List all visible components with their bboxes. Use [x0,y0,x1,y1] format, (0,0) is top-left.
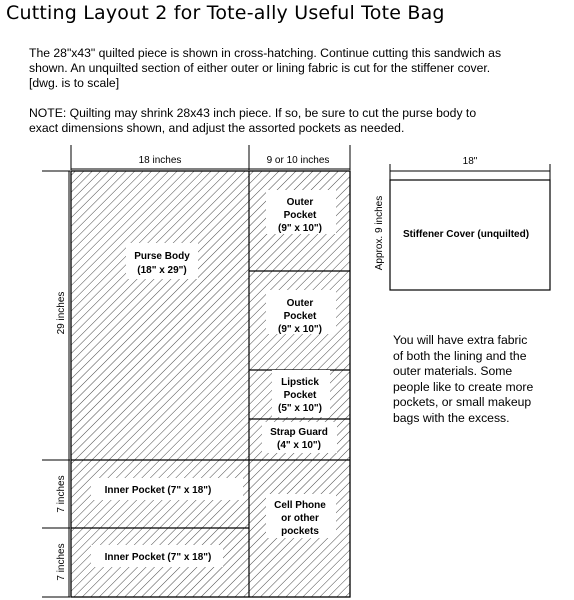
piece-label-line: (4" x 10") [277,440,321,451]
note-line: NOTE: Quilting may shrink 28x43 inch piece. If so, be sure to cut the purse body to [29,106,477,120]
piece-label-line: Cell Phone [274,500,326,511]
inner-pocket-2-label: Inner Pocket (7" x 18") [104,552,212,563]
piece-label-line: Pocket [283,311,317,322]
stiffener-cover-label: Stiffener Cover (unquilted) [402,229,530,240]
intro-line: [dwg. is to scale] [29,76,120,90]
piece-label-line: (9" x 10") [278,223,322,234]
intro-line: The 28"x43" quilted piece is shown in cross-hatching. Continue cutting this sandwich as [29,46,502,60]
dim-top-right: 9 or 10 inches [266,155,330,166]
piece-label-line: Strap Guard [270,427,328,438]
extra-note-line: You will have extra fabric [393,333,528,347]
piece-label-line: Lipstick [281,377,319,388]
inner-pocket-1-label: Inner Pocket (7" x 18") [104,485,212,496]
piece-label-line: (9" x 10") [278,324,322,335]
lipstick-pocket-label [278,377,322,414]
piece-label-line: Pocket [283,390,317,401]
dim-stiffener-height: Approx. 9 inches [374,195,385,271]
piece-label-line: Outer [286,298,314,309]
intro-line: shown. An unquilted section of either outer or lining fabric is cut for the stiffener cover. [29,61,491,75]
extra-note-line: of both the lining and the [393,348,527,363]
extra-fabric-note [393,333,533,426]
dim-left-pocket-1: 7 inches [56,475,67,513]
cell-phone-label [274,500,326,537]
note-line: exact dimensions shown, and adjust the assorted pockets as needed. [29,121,405,135]
extra-note-line: pockets, or small makeup [393,395,532,409]
piece-label-line: Outer [286,197,314,208]
piece-label-line: Pocket [283,210,317,221]
dim-top-left: 18 inches [138,155,182,166]
dim-stiffener-width: 18" [462,156,478,167]
extra-note-line: bags with the excess. [393,410,510,425]
piece-label-line: pockets [281,526,319,537]
extra-note-line: outer materials. Some [393,364,513,378]
piece-label-line: (18" x 29") [137,265,187,276]
page-title: Cutting Layout 2 for Tote-ally Useful Tote Bag [6,2,445,24]
piece-label-line: or other [281,513,319,524]
dim-left-main: 29 inches [56,291,67,335]
dim-left-pocket-2: 7 inches [56,543,67,581]
piece-label-line: (5" x 10") [278,403,322,414]
extra-note-line: people like to create more [393,379,534,394]
piece-label-line: Purse Body [134,251,190,262]
